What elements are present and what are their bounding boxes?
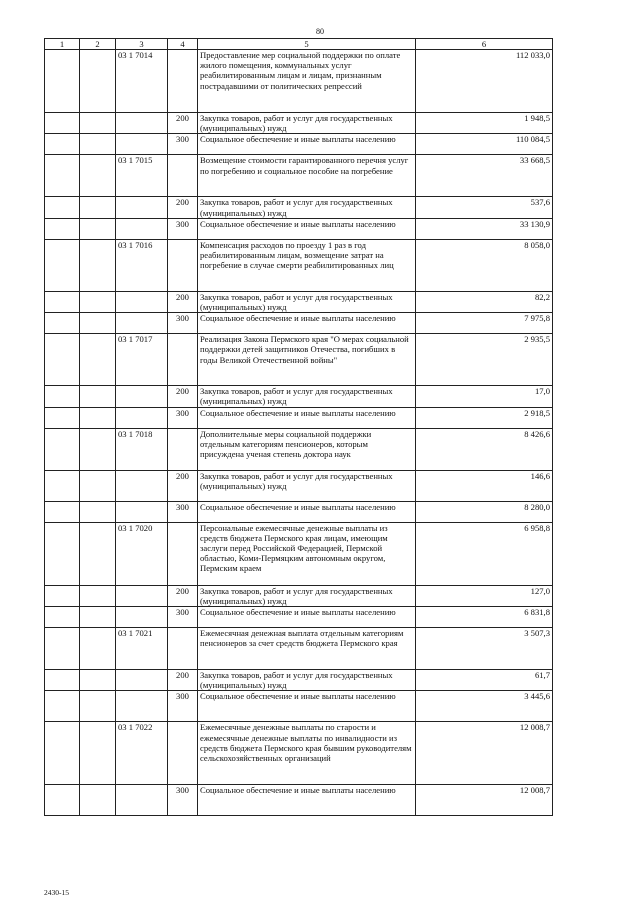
col-1-cell	[45, 722, 80, 785]
table-row	[45, 313, 553, 334]
code-cell: 03 1 7021	[116, 628, 168, 670]
table-row	[45, 501, 553, 522]
code-cell: 03 1 7022	[116, 722, 168, 785]
col-1-cell	[45, 428, 80, 470]
code-cell	[116, 197, 168, 218]
expense-type-cell	[168, 239, 198, 291]
code-cell	[116, 291, 168, 312]
table-row	[45, 428, 553, 470]
col-2-cell	[80, 585, 116, 606]
item-name-cell: Предоставление мер социальной поддержки по оплате жилого помещения, коммунальных услуг реабилитированным лицам и лицам, признанным пострадавшими от политических репрессий	[198, 50, 416, 113]
code-cell	[116, 607, 168, 628]
expense-type-cell	[168, 50, 198, 113]
item-name-cell: Социальное обеспечение и иные выплаты населению	[198, 501, 416, 522]
amount-cell: 61,7	[416, 670, 553, 691]
amount-cell: 3 445,6	[416, 691, 553, 722]
col-2-cell	[80, 134, 116, 155]
code-cell	[116, 113, 168, 134]
col-2-cell	[80, 607, 116, 628]
item-name-cell: Дополнительные меры социальной поддержки отдельным категориям пенсионеров, которым присуждена ученая степень доктора наук	[198, 428, 416, 470]
amount-cell: 127,0	[416, 585, 553, 606]
table-row	[45, 722, 553, 785]
col-2-cell	[80, 334, 116, 386]
item-name-cell: Ежемесячная денежная выплата отдельным категориям пенсионеров за счет средств бюджета Пермского края	[198, 628, 416, 670]
code-cell	[116, 407, 168, 428]
expense-type-cell	[168, 334, 198, 386]
col-1-cell	[45, 628, 80, 670]
code-cell	[116, 691, 168, 722]
table-row	[45, 134, 553, 155]
code-cell: 03 1 7015	[116, 155, 168, 197]
header-col-1: 1	[45, 39, 80, 50]
amount-cell: 82,2	[416, 291, 553, 312]
col-1-cell	[45, 501, 80, 522]
amount-cell: 6 831,8	[416, 607, 553, 628]
col-2-cell	[80, 628, 116, 670]
amount-cell: 110 084,5	[416, 134, 553, 155]
item-name-cell: Закупка товаров, работ и услуг для государственных (муниципальных) нужд	[198, 197, 416, 218]
code-cell: 03 1 7016	[116, 239, 168, 291]
col-2-cell	[80, 113, 116, 134]
col-2-cell	[80, 50, 116, 113]
expense-type-cell: 300	[168, 785, 198, 816]
code-cell	[116, 470, 168, 501]
item-name-cell: Персональные ежемесячные денежные выплаты из средств бюджета Пермского края лицам, имеющим заслуги перед Российской Федерацией, Пермской областью, Коми-Пермяцким автономным округом, Пермским краем	[198, 522, 416, 585]
table-row	[45, 585, 553, 606]
col-2-cell	[80, 291, 116, 312]
item-name-cell: Социальное обеспечение и иные выплаты населению	[198, 607, 416, 628]
expense-type-cell: 200	[168, 291, 198, 312]
item-name-cell: Компенсация расходов по проезду 1 раз в год реабилитированным лицам, возмещение затрат на погребение в случае смерти реабилитированных лиц	[198, 239, 416, 291]
header-col-3: 3	[116, 39, 168, 50]
col-1-cell	[45, 334, 80, 386]
col-2-cell	[80, 670, 116, 691]
col-1-cell	[45, 670, 80, 691]
amount-cell: 146,6	[416, 470, 553, 501]
col-1-cell	[45, 522, 80, 585]
code-cell	[116, 218, 168, 239]
item-name-cell: Социальное обеспечение и иные выплаты населению	[198, 691, 416, 722]
item-name-cell: Социальное обеспечение и иные выплаты населению	[198, 785, 416, 816]
table-row	[45, 522, 553, 585]
col-1-cell	[45, 407, 80, 428]
table-row	[45, 386, 553, 407]
col-2-cell	[80, 239, 116, 291]
item-name-cell: Социальное обеспечение и иные выплаты населению	[198, 313, 416, 334]
amount-cell: 6 958,8	[416, 522, 553, 585]
item-name-cell: Социальное обеспечение и иные выплаты населению	[198, 407, 416, 428]
code-cell	[116, 386, 168, 407]
item-name-cell: Закупка товаров, работ и услуг для государственных (муниципальных) нужд	[198, 291, 416, 312]
code-cell	[116, 670, 168, 691]
col-2-cell	[80, 313, 116, 334]
table-row	[45, 291, 553, 312]
expense-type-cell: 300	[168, 407, 198, 428]
item-name-cell: Социальное обеспечение и иные выплаты населению	[198, 134, 416, 155]
amount-cell: 12 008,7	[416, 722, 553, 785]
col-2-cell	[80, 501, 116, 522]
expense-type-cell: 200	[168, 386, 198, 407]
col-1-cell	[45, 785, 80, 816]
amount-cell: 33 668,5	[416, 155, 553, 197]
table-row	[45, 218, 553, 239]
page-number: 80	[316, 27, 324, 36]
expense-type-cell: 200	[168, 197, 198, 218]
item-name-cell: Реализация Закона Пермского края "О мерах социальной поддержки детей защитников Отечества, погибших в годы Великой Отечественной войны"	[198, 334, 416, 386]
item-name-cell: Социальное обеспечение и иные выплаты населению	[198, 218, 416, 239]
col-1-cell	[45, 197, 80, 218]
table-row	[45, 670, 553, 691]
amount-cell: 17,0	[416, 386, 553, 407]
item-name-cell: Закупка товаров, работ и услуг для государственных (муниципальных) нужд	[198, 470, 416, 501]
col-2-cell	[80, 155, 116, 197]
table-row	[45, 50, 553, 113]
amount-cell: 2 935,5	[416, 334, 553, 386]
code-cell	[116, 585, 168, 606]
table-body	[45, 50, 553, 816]
code-cell	[116, 134, 168, 155]
table-header-row	[45, 39, 553, 50]
col-2-cell	[80, 522, 116, 585]
expense-type-cell: 200	[168, 113, 198, 134]
col-2-cell	[80, 428, 116, 470]
expense-type-cell: 200	[168, 470, 198, 501]
expense-type-cell: 200	[168, 585, 198, 606]
amount-cell: 8 058,0	[416, 239, 553, 291]
budget-table	[44, 38, 553, 816]
col-1-cell	[45, 113, 80, 134]
expense-type-cell: 300	[168, 313, 198, 334]
table-row	[45, 407, 553, 428]
expense-type-cell: 300	[168, 607, 198, 628]
col-1-cell	[45, 607, 80, 628]
code-cell: 03 1 7020	[116, 522, 168, 585]
amount-cell: 112 033,0	[416, 50, 553, 113]
amount-cell: 1 948,5	[416, 113, 553, 134]
expense-type-cell	[168, 722, 198, 785]
item-name-cell: Возмещение стоимости гарантированного перечня услуг по погребению и социальное пособие на погребение	[198, 155, 416, 197]
table-row	[45, 155, 553, 197]
item-name-cell: Ежемесячные денежные выплаты по старости и ежемесячные денежные выплаты по инвалидности из средств бюджета Пермского края бывшим руководителям сельскохозяйственных организаций	[198, 722, 416, 785]
code-cell: 03 1 7017	[116, 334, 168, 386]
header-col-4: 4	[168, 39, 198, 50]
col-2-cell	[80, 407, 116, 428]
col-1-cell	[45, 470, 80, 501]
table-row	[45, 113, 553, 134]
amount-cell: 3 507,3	[416, 628, 553, 670]
expense-type-cell	[168, 155, 198, 197]
col-2-cell	[80, 470, 116, 501]
table-row	[45, 470, 553, 501]
expense-type-cell: 300	[168, 691, 198, 722]
footer-code: 2430-15	[44, 888, 69, 897]
item-name-cell: Закупка товаров, работ и услуг для государственных (муниципальных) нужд	[198, 670, 416, 691]
expense-type-cell: 300	[168, 134, 198, 155]
col-2-cell	[80, 218, 116, 239]
table-row	[45, 628, 553, 670]
col-2-cell	[80, 785, 116, 816]
expense-type-cell: 200	[168, 670, 198, 691]
code-cell	[116, 785, 168, 816]
col-1-cell	[45, 239, 80, 291]
col-1-cell	[45, 313, 80, 334]
col-1-cell	[45, 291, 80, 312]
amount-cell: 33 130,9	[416, 218, 553, 239]
col-1-cell	[45, 386, 80, 407]
expense-type-cell: 300	[168, 218, 198, 239]
item-name-cell: Закупка товаров, работ и услуг для государственных (муниципальных) нужд	[198, 585, 416, 606]
amount-cell: 2 918,5	[416, 407, 553, 428]
expense-type-cell	[168, 428, 198, 470]
col-2-cell	[80, 386, 116, 407]
amount-cell: 8 426,6	[416, 428, 553, 470]
header-col-5: 5	[198, 39, 416, 50]
table-row	[45, 197, 553, 218]
col-2-cell	[80, 722, 116, 785]
col-2-cell	[80, 197, 116, 218]
amount-cell: 12 008,7	[416, 785, 553, 816]
header-col-6: 6	[416, 39, 553, 50]
col-1-cell	[45, 134, 80, 155]
col-1-cell	[45, 585, 80, 606]
table-row	[45, 691, 553, 722]
expense-type-cell	[168, 628, 198, 670]
amount-cell: 8 280,0	[416, 501, 553, 522]
code-cell: 03 1 7018	[116, 428, 168, 470]
col-1-cell	[45, 50, 80, 113]
col-1-cell	[45, 691, 80, 722]
table-row	[45, 239, 553, 291]
item-name-cell: Закупка товаров, работ и услуг для государственных (муниципальных) нужд	[198, 113, 416, 134]
code-cell: 03 1 7014	[116, 50, 168, 113]
amount-cell: 537,6	[416, 197, 553, 218]
expense-type-cell: 300	[168, 501, 198, 522]
header-col-2: 2	[80, 39, 116, 50]
expense-type-cell	[168, 522, 198, 585]
amount-cell: 7 975,8	[416, 313, 553, 334]
col-2-cell	[80, 691, 116, 722]
item-name-cell: Закупка товаров, работ и услуг для государственных (муниципальных) нужд	[198, 386, 416, 407]
col-1-cell	[45, 218, 80, 239]
code-cell	[116, 313, 168, 334]
table-row	[45, 607, 553, 628]
code-cell	[116, 501, 168, 522]
table-row	[45, 334, 553, 386]
table-row	[45, 785, 553, 816]
col-1-cell	[45, 155, 80, 197]
